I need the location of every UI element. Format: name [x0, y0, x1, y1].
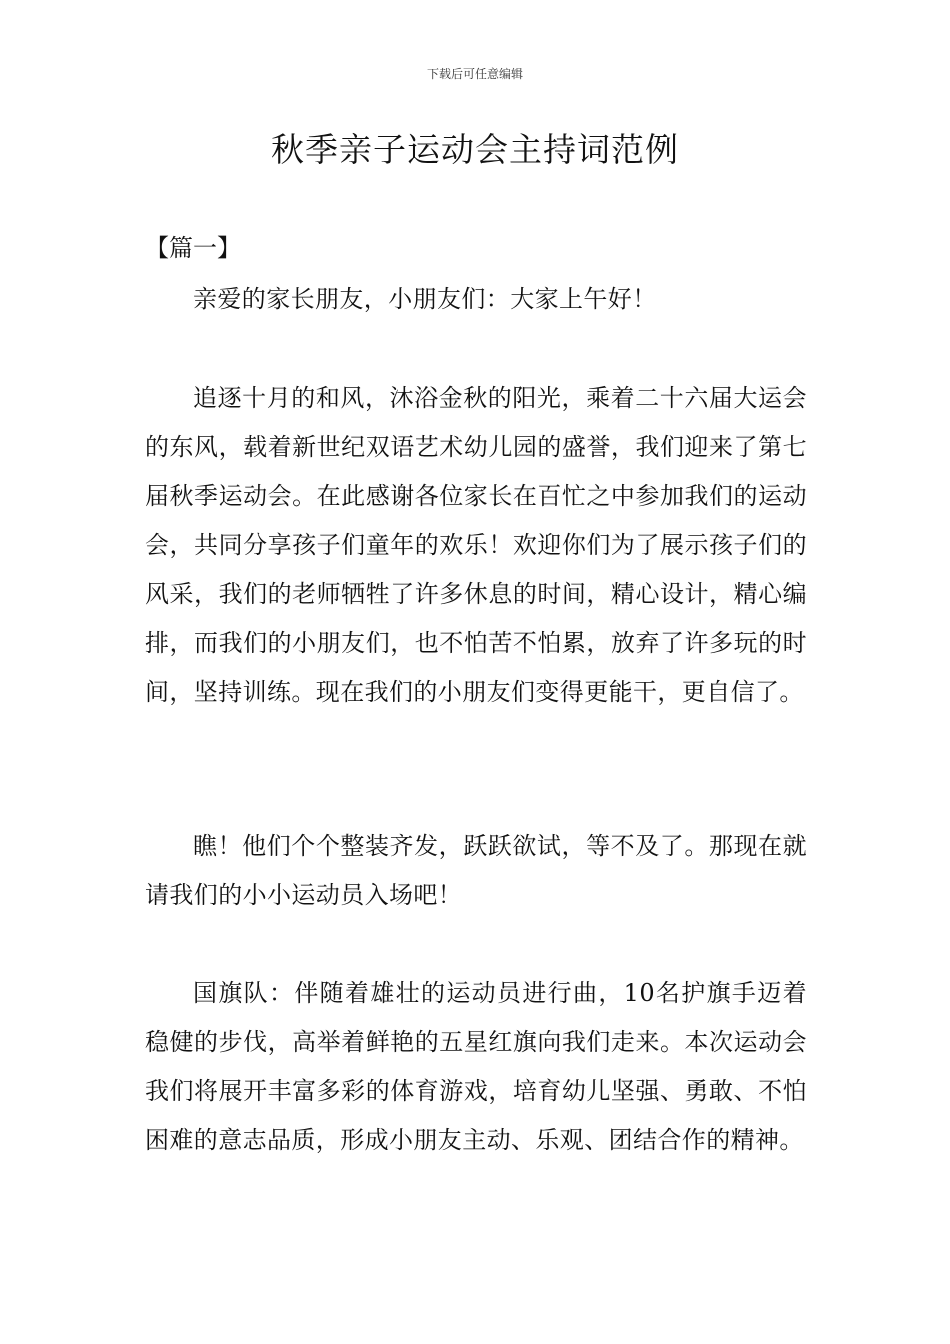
paragraph-opening: 追逐十月的和风，沐浴金秋的阳光，乘着二十六届大运会的东风，载着新世纪双语艺术幼儿园的盛誉，我们迎来了第七届秋季运动会。在此感谢各位家长在百忙之中参加我们的运动会，共同分享孩子们童年的欢乐！欢迎你们为了展示孩子们的风采，我们的老师牺牲了许多休息的时间，精心设计，精心编排，而我们的小朋友们，也不怕苦不怕累，放弃了许多玩的时间，坚持训练。现在我们的小朋友们变得更能干，更自信了。 — [145, 384, 807, 706]
paragraph-flag-team: 国旗队：伴随着雄壮的运动员进行曲，10名护旗手迈着稳健的步伐，高举着鲜艳的五星红旗向我们走来。本次运动会我们将展开丰富多彩的体育游戏，培育幼儿坚强、勇敢、不怕困难的意志品质，形成小朋友主动、乐观、团结合作的精神。 — [145, 979, 807, 1154]
paragraph-greeting: 亲爱的家长朋友，小朋友们：大家上午好！ — [193, 285, 657, 313]
paragraph-entrance: 瞧！他们个个整装齐发，跃跃欲试，等不及了。那现在就请我们的小小运动员入场吧！ — [145, 832, 807, 909]
document-title: 秋季亲子运动会主持词范例 — [271, 130, 679, 169]
section-label: 【篇一】 — [145, 234, 241, 262]
header-note: 下载后可任意编辑 — [426, 67, 523, 81]
